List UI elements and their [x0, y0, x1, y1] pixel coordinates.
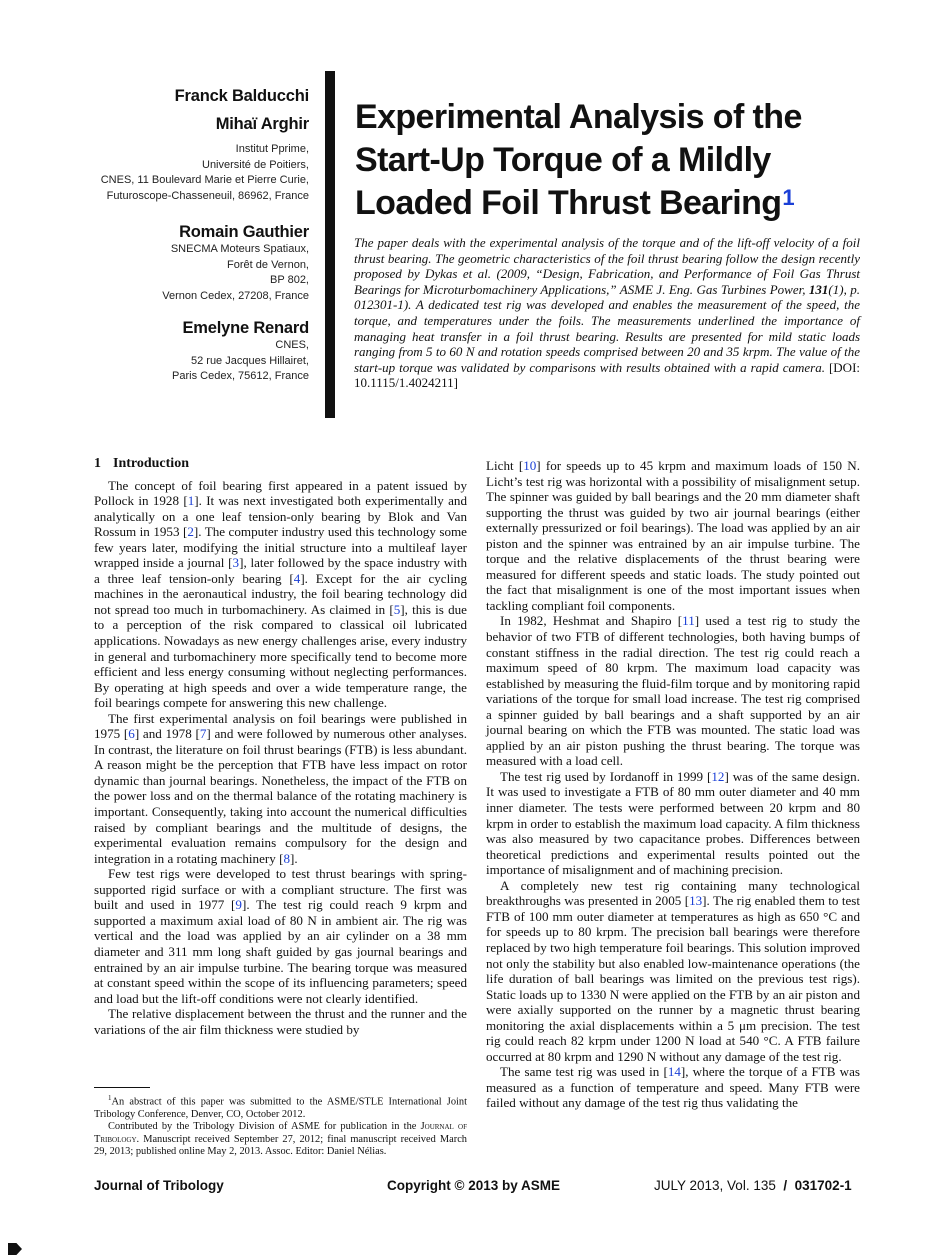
paragraph-text: The concept of foil bearing first appeared in a patent issued by Pollock in 1928 [ — [94, 477, 467, 509]
paragraph-text: In 1982, Heshmat and Shapiro [ — [500, 613, 683, 629]
paragraph-text: ] was of the same design. It was used to investigate a FTB of 80 mm outer diameter and 40 mm inner diameter. The tests were performed between 20 krpm and 80 krpm in order to establish the maximum load capacity. A film thickness was also measured by two capacitance probes. Differences between theoretical predictions and experimental results pointed out the importance of misalignment and of machining precision. — [486, 768, 860, 878]
paragraph-text: ] and were followed by numerous other analyses. In contrast, the literature on foil thrust bearings (FTB) is less abundant. A reason might be the perception that FTB have less impact on rotor dynamic than journal bearings. Nonetheless, the impact of the FTB on the power loss and on the thermal balance of the rotating machinery is important. Consequently, taking into account the numerical difficulties raised by compliant bearings and the multitude of designs, the experimental evaluation remains compulsory for the design and integration in a rotating machinery [ — [94, 726, 467, 866]
citation-link[interactable]: 1 — [187, 493, 195, 509]
affiliation-line: Institut Pprime, — [235, 143, 309, 155]
footnote-1 — [94, 1092, 467, 1121]
paragraph-text: ], this is due to a perception of the risk compared to classical oil lubricated applications. Nowadays as new energy challenges arise, every industry in general and turbomachinery more specifically tend to become more efficient and less energy consuming without neglecting performances. By operating at high speeds and over a wide temperature range, the foil bearings compete for answering this new challenge. — [94, 601, 467, 711]
section-heading — [94, 456, 467, 472]
paragraph-text: ]. It was next investigated both experimentally and analytically on a one leaf tension-only bearing by Blok and Van Rossum in 1953 [ — [94, 493, 467, 540]
body-paragraph — [94, 1006, 467, 1037]
right-column-body — [486, 458, 860, 1111]
footer-separator: / — [783, 1178, 788, 1193]
affiliation-line: SNECMA Moteurs Spatiaux, — [170, 243, 309, 255]
footnote-mark: 1 — [108, 1094, 112, 1102]
citation-link[interactable]: 7 — [199, 726, 207, 742]
body-paragraph — [486, 613, 860, 768]
citation-link[interactable]: 4 — [293, 570, 301, 586]
citation-link[interactable]: 10 — [523, 458, 537, 473]
citation-link[interactable]: 5 — [393, 601, 401, 617]
author-affiliation — [100, 242, 309, 304]
body-paragraph — [486, 878, 860, 1065]
abstract-text: (1), p. 012301-1). A dedicated test rig was developed and enables the measurement of the speed, the torque, and temperatures under the foils. The measurements underlined the importance of managing heat transfer in a foil thrust bearing. Results are presented for mild static loads ranging from 5 to 60 N and rotation speeds comprised between 20 and 35 krpm. The value of the start-up torque was validated by comparisons with results obtained with a rapid camera. — [354, 281, 860, 375]
section-title: Introduction — [113, 456, 189, 471]
author-affiliation — [100, 142, 309, 204]
body-paragraph — [94, 711, 467, 866]
paragraph-text: ] and 1978 [ — [134, 726, 200, 742]
author-name: Emelyne Renard — [182, 319, 309, 337]
affiliation-line: CNES, 11 Boulevard Marie et Pierre Curie, — [100, 174, 309, 186]
affiliation-line: BP 802, — [270, 274, 309, 286]
paragraph-text: ], later followed by the space industry with a three leaf tension-only bearing [ — [94, 555, 468, 586]
paper-title — [355, 96, 875, 225]
affiliation-line: 52 rue Jacques Hillairet, — [190, 354, 309, 367]
paragraph-text: The same test rig was used in [ — [500, 1064, 668, 1080]
footnotes — [94, 1092, 467, 1159]
citation-link[interactable]: 13 — [689, 893, 703, 909]
citation-link[interactable]: 3 — [232, 555, 240, 571]
body-paragraph — [486, 769, 860, 878]
author-name: Franck Balducchi — [174, 87, 309, 105]
affiliation-line: Vernon Cedex, 27208, France — [162, 289, 309, 302]
paragraph-text: ]. The test rig could reach 9 krpm and supported a maximum axial load of 80 N in ambient air. The rig was vertical and the load was applied by an air cylinder on a 38 mm diameter and 311 mm long shaft guided by gas journal bearings and entrained by an air impulse turbine. The bearing torque was measured at constant speed within the scope of its influencing parameters; speed and load but the lift-off conditions were not clearly identified. — [94, 897, 467, 1006]
paragraph-text: ]. Except for the air cycling machines in the aeronautical industry, the foil bearing technology did not spread too much in turbomachinery. As claimed in [ — [94, 570, 467, 617]
body-paragraph — [486, 1064, 860, 1111]
affiliation-line: Futuroscope-Chasseneuil, 86962, France — [106, 189, 309, 202]
paragraph-text: ]. — [289, 850, 298, 866]
paragraph-text: The test rig used by Iordanoff in 1999 [ — [500, 768, 712, 784]
citation-link[interactable]: 12 — [711, 768, 725, 784]
body-paragraph — [486, 458, 860, 613]
citation-link[interactable]: 2 — [187, 524, 194, 540]
footnote-journal: Journal of Tribology — [94, 1121, 467, 1145]
paragraph-text: ] used a test rig to study the behavior of two FTB of different technologies, both having bumps of constant stiffness in the radial direction. The test rig could reach a maximum speed of 80 krpm. The maximum load capacity was established by measuring the fluid-film torque and by monitoring rapid variations of the torque for small load increase. The test rig comprised a spinner guided by ball bearings and a shaft supported by an air journal bearing on which the FTB was mounted. The static load was applied by an air piston pushing the thrust bearing. The torque was measured with a load cell. — [486, 613, 860, 769]
paragraph-text: ], where the torque of a FTB was measured as a function of temperature and speed. Many FTB were failed without any damage of the test rig thus validating the — [486, 1064, 861, 1111]
author-block — [100, 86, 309, 385]
title-divider-bar — [325, 71, 335, 418]
title-footnote-link[interactable]: 1 — [782, 185, 795, 210]
author-affiliation — [100, 338, 309, 385]
author-name: Mihaï Arghir — [215, 115, 309, 133]
footer-date: JULY 2013, Vol. 135 — [654, 1178, 776, 1193]
abstract-volume: 131 — [808, 281, 829, 297]
body-paragraph — [94, 478, 467, 711]
citation-link[interactable]: 11 — [682, 613, 695, 629]
abstract-text: The paper deals with the experimental analysis of the torque and of the lift-off velocity of a foil thrust bearing. The geometric characteristics of the foil thrust bearing follow the design recently proposed by Dykas et al. (2009, “Design, Fabrication, and Performance of Foil Gas Thrust Bearings for Microturbomachinery Applications,” ASME J. Eng. Gas Turbines Power, — [354, 235, 860, 297]
citation-link[interactable]: 6 — [128, 726, 135, 742]
affiliation-line: Forêt de Vernon, — [227, 258, 309, 271]
footnote-text: . Manuscript received September 27, 2012; final manuscript received March 29, 2013; published online May 2, 2013. Assoc. Editor: Daniel Nélias. — [94, 1133, 467, 1158]
footnote-text: Contributed by the Tribology Division of ASME for publication in the — [108, 1121, 421, 1133]
section-number: 1 — [94, 456, 101, 471]
citation-link[interactable]: 9 — [235, 897, 242, 913]
left-column — [94, 456, 467, 1037]
footnote-text: An abstract of this paper was submitted to the ASME/STLE International Joint Tribology Conference, Denver, CO, October 2012. — [94, 1096, 467, 1120]
footer-copyright: Copyright © 2013 by ASME — [387, 1178, 560, 1193]
affiliation-line: CNES, — [275, 339, 309, 351]
footnote-rule — [94, 1087, 150, 1088]
footnote-2 — [94, 1121, 467, 1158]
affiliation-line: Paris Cedex, 75612, France — [172, 370, 309, 382]
paragraph-text: ] for speeds up to 45 krpm and maximum loads of 150 N. Licht’s test rig was horizontal with a possibility of misalignment setup. The spinner was guided by ball bearings and the 20 mm diameter shaft supporting the thrust was guided by two air journal bearings (either externally pressurized or foil bearings). The load was applied by an air piston and the spinner was entrained by an air impulse turbine. The torque and the relative displacements of the thrust bearing were measured for different speeds and static loads. The study pointed out the fact that misalignment is one of the most important issues when tackling compliant foil components. — [486, 458, 860, 613]
doi-link[interactable]: [DOI: 10.1115/1.4024211] — [354, 359, 861, 391]
paragraph-text: The first experimental analysis on foil bearings were published in 1975 [ — [94, 710, 467, 742]
affiliation-line: Université de Poitiers, — [202, 158, 309, 171]
title-line: Start-Up Torque of a Mildly — [355, 141, 771, 179]
left-column-body — [94, 478, 467, 1038]
paragraph-text: Licht [ — [486, 458, 524, 473]
body-paragraph — [94, 866, 467, 1006]
title-line: Loaded Foil Thrust Bearing — [355, 184, 782, 222]
citation-link[interactable]: 14 — [667, 1064, 681, 1080]
author-name: Romain Gauthier — [179, 223, 309, 241]
right-column — [486, 458, 860, 1111]
page-marker-icon — [8, 1243, 22, 1255]
footer-journal: Journal of Tribology — [94, 1178, 224, 1193]
paragraph-text: ]. The rig enabled them to test FTB of 100 mm outer diameter at temperatures as high as 650 °C and for speeds up to 80 krpm. The precision ball bearings were therefore replaced by two high temperature foil bearings. This solution improved not only the stability but also enabled low-maintenance operations (the life duration of ball bearings was limited on the previous test rigs). Static loads up to 1330 N were applied on the FTB by an air piston and were axially supported on the runner by a magnetic thrust bearing monitoring the axial displacements within a 5 μm precision. The test rig could reach 82 krpm under 1200 N load at 540 °C. A FTB failure occurred at 80 krpm and 1290 N without any damage of the test rig. — [486, 893, 861, 1064]
paragraph-text: A completely new test rig containing many technological breakthroughs was presented in 2005 [ — [486, 877, 860, 909]
footer-page-info — [654, 1178, 852, 1193]
paragraph-text: ]. The computer industry used this technology some few years later, modifying the initial structure into a multileaf layer wrapped inside a journal [ — [94, 524, 467, 571]
citation-link[interactable]: 8 — [283, 850, 290, 866]
paragraph-text: Few test rigs were developed to test thrust bearings with spring-supported rigid surface or with a compliant structure. The first was built and used in 1977 [ — [94, 866, 467, 913]
title-line: Experimental Analysis of the — [355, 98, 802, 136]
footer-page-number: 031702-1 — [794, 1178, 852, 1193]
paragraph-text: The relative displacement between the thrust and the runner and the variations of the air film thickness were studied by — [94, 1006, 467, 1037]
abstract — [354, 235, 860, 391]
